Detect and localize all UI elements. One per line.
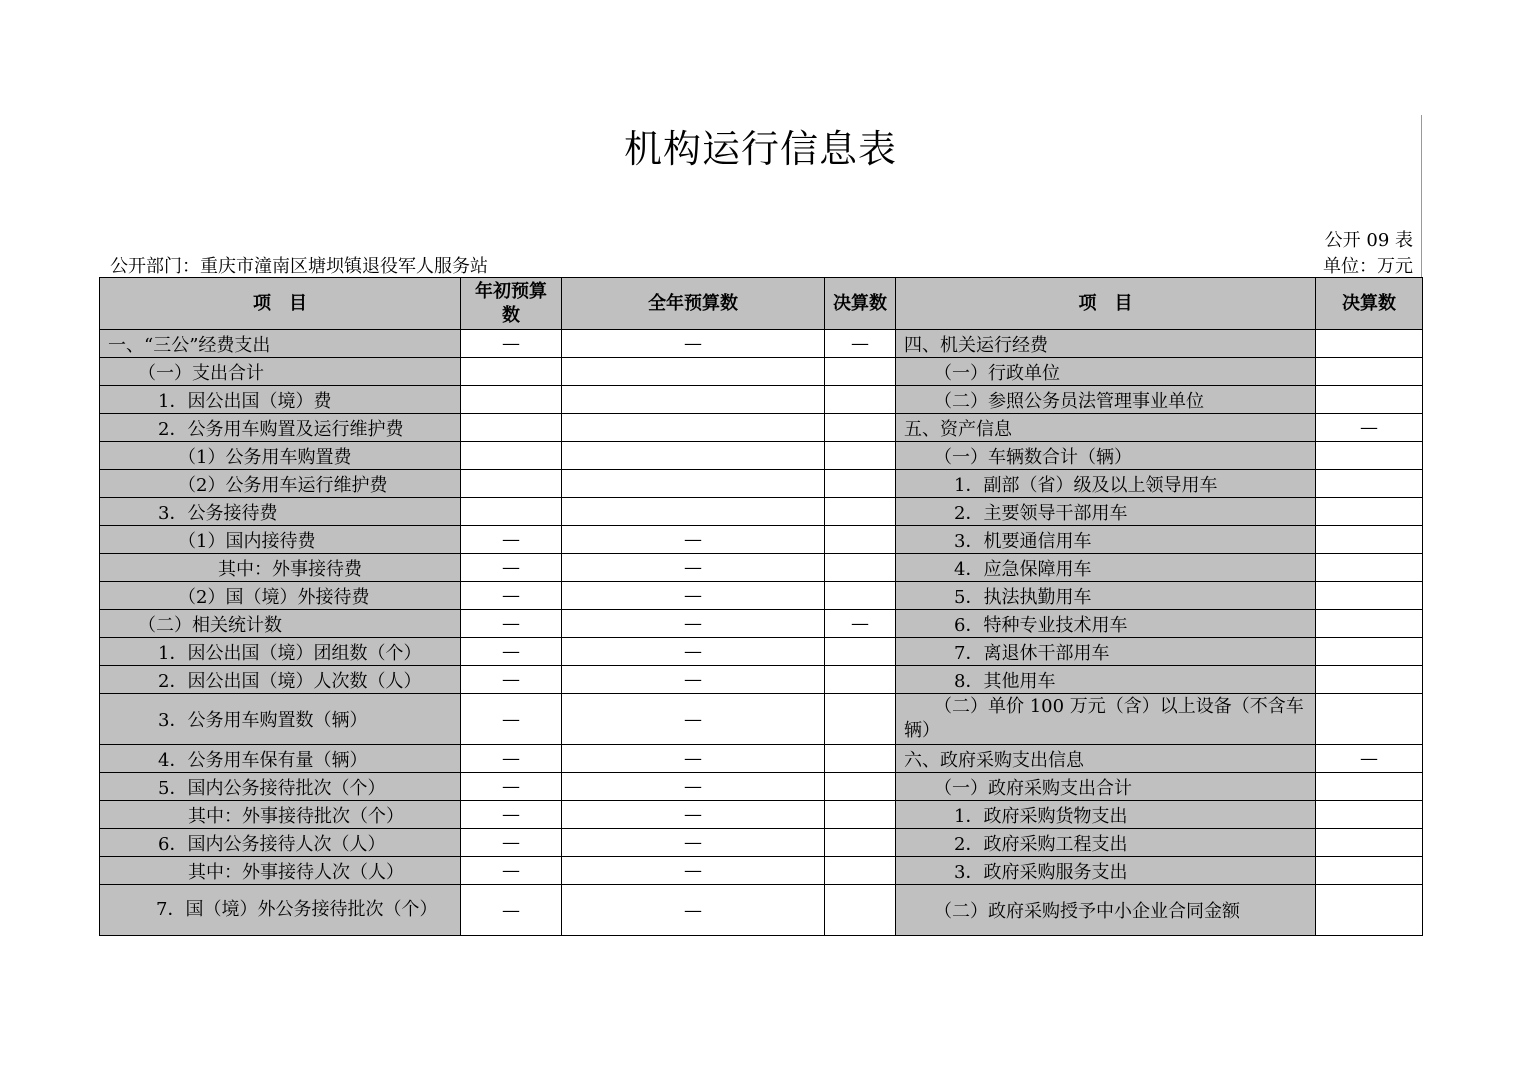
table-row — [100, 358, 1423, 386]
row-item-right: （一）车辆数合计（辆） — [896, 442, 1316, 470]
cell-final-right — [1316, 470, 1423, 498]
header-final-right: 决算数 — [1316, 278, 1423, 330]
cell-full-year-budget: — — [562, 526, 825, 554]
cell-final-left — [825, 638, 896, 666]
cell-final-left — [825, 498, 896, 526]
row-item-right: 4．应急保障用车 — [896, 554, 1316, 582]
unit-label: 单位：万元 — [1323, 256, 1413, 277]
cell-initial-budget: — — [461, 694, 562, 745]
row-item-left: 3．公务接待费 — [100, 498, 461, 526]
cell-final-left — [825, 414, 896, 442]
table-row — [100, 745, 1423, 773]
cell-initial-budget: — — [461, 857, 562, 885]
table-row — [100, 470, 1423, 498]
cell-final-right: — — [1316, 414, 1423, 442]
table-row — [100, 330, 1423, 358]
cell-final-right — [1316, 498, 1423, 526]
cell-final-right — [1316, 526, 1423, 554]
row-item-left: 6．国内公务接待人次（人） — [100, 829, 461, 857]
row-item-left: 其中：外事接待人次（人） — [100, 857, 461, 885]
row-item-right: （二）参照公务员法管理事业单位 — [896, 386, 1316, 414]
cell-initial-budget: — — [461, 885, 562, 936]
cell-full-year-budget — [562, 358, 825, 386]
cell-final-right — [1316, 885, 1423, 936]
cell-final-right — [1316, 442, 1423, 470]
table-row — [100, 414, 1423, 442]
row-item-right: 四、机关运行经费 — [896, 330, 1316, 358]
row-item-right: 1．政府采购货物支出 — [896, 801, 1316, 829]
cell-full-year-budget: — — [562, 638, 825, 666]
cell-final-left — [825, 358, 896, 386]
row-item-right: 六、政府采购支出信息 — [896, 745, 1316, 773]
table-row — [100, 885, 1423, 936]
row-item-left: （2）国（境）外接待费 — [100, 582, 461, 610]
cell-final-right — [1316, 694, 1423, 745]
row-item-left: （2）公务用车运行维护费 — [100, 470, 461, 498]
row-item-left: 1．因公出国（境）费 — [100, 386, 461, 414]
cell-initial-budget: — — [461, 829, 562, 857]
row-item-right: 3．政府采购服务支出 — [896, 857, 1316, 885]
row-item-left: 3．公务用车购置数（辆） — [100, 694, 461, 745]
row-item-left: 其中：外事接待批次（个） — [100, 801, 461, 829]
cell-initial-budget — [461, 470, 562, 498]
cell-initial-budget: — — [461, 638, 562, 666]
cell-initial-budget: — — [461, 801, 562, 829]
table-row — [100, 582, 1423, 610]
table-row — [100, 773, 1423, 801]
cell-initial-budget: — — [461, 610, 562, 638]
cell-full-year-budget: — — [562, 857, 825, 885]
row-item-left: （1）国内接待费 — [100, 526, 461, 554]
header-item-left: 项 目 — [100, 278, 461, 330]
table-row — [100, 526, 1423, 554]
cell-initial-budget — [461, 358, 562, 386]
row-item-right: （二）政府采购授予中小企业合同金额 — [896, 885, 1316, 936]
cell-initial-budget — [461, 442, 562, 470]
row-item-left: （1）公务用车购置费 — [100, 442, 461, 470]
table-row — [100, 610, 1423, 638]
row-item-left: 5．国内公务接待批次（个） — [100, 773, 461, 801]
cell-final-left: — — [825, 610, 896, 638]
cell-full-year-budget: — — [562, 801, 825, 829]
cell-initial-budget: — — [461, 330, 562, 358]
row-item-left: 1．因公出国（境）团组数（个） — [100, 638, 461, 666]
table-row — [100, 666, 1423, 694]
cell-final-right — [1316, 582, 1423, 610]
cell-full-year-budget — [562, 386, 825, 414]
cell-final-left — [825, 857, 896, 885]
cell-initial-budget — [461, 386, 562, 414]
cell-final-right — [1316, 773, 1423, 801]
cell-final-right — [1316, 330, 1423, 358]
cell-full-year-budget: — — [562, 582, 825, 610]
cell-full-year-budget: — — [562, 610, 825, 638]
header-initial-budget: 年初预算数 — [461, 278, 562, 330]
cell-final-right — [1316, 386, 1423, 414]
table-row — [100, 857, 1423, 885]
cell-final-left — [825, 386, 896, 414]
row-item-left: （一）支出合计 — [100, 358, 461, 386]
cell-final-right — [1316, 857, 1423, 885]
row-item-right: 7．离退休干部用车 — [896, 638, 1316, 666]
cell-initial-budget: — — [461, 773, 562, 801]
cell-final-right: — — [1316, 745, 1423, 773]
cell-full-year-budget — [562, 442, 825, 470]
page-title: 机构运行信息表 — [623, 127, 897, 171]
cell-initial-budget — [461, 414, 562, 442]
cell-full-year-budget: — — [562, 773, 825, 801]
row-item-left: 4．公务用车保有量（辆） — [100, 745, 461, 773]
cell-final-right — [1316, 801, 1423, 829]
row-item-right: 6．特种专业技术用车 — [896, 610, 1316, 638]
cell-final-left — [825, 582, 896, 610]
cell-initial-budget: — — [461, 554, 562, 582]
table-row — [100, 386, 1423, 414]
cell-initial-budget: — — [461, 582, 562, 610]
cell-final-left: — — [825, 330, 896, 358]
cell-final-right — [1316, 554, 1423, 582]
info-table — [99, 277, 1423, 936]
table-row — [100, 554, 1423, 582]
form-number: 公开 09 表 — [1324, 230, 1413, 251]
row-item-left: 其中：外事接待费 — [100, 554, 461, 582]
cell-final-left — [825, 442, 896, 470]
cell-final-left — [825, 526, 896, 554]
row-item-right: （二）单价 100 万元（含）以上设备（不含车辆） — [896, 694, 1316, 745]
row-item-right: 1．副部（省）级及以上领导用车 — [896, 470, 1316, 498]
cell-full-year-budget: — — [562, 694, 825, 745]
cell-full-year-budget: — — [562, 330, 825, 358]
cell-final-right — [1316, 666, 1423, 694]
cell-final-left — [825, 470, 896, 498]
cell-final-left — [825, 745, 896, 773]
cell-final-left — [825, 666, 896, 694]
row-item-right: 5．执法执勤用车 — [896, 582, 1316, 610]
cell-final-right — [1316, 638, 1423, 666]
cell-final-left — [825, 694, 896, 745]
row-item-right: 2．政府采购工程支出 — [896, 829, 1316, 857]
row-item-left: 2．因公出国（境）人次数（人） — [100, 666, 461, 694]
cell-final-right — [1316, 610, 1423, 638]
table-row — [100, 442, 1423, 470]
header-item-right: 项 目 — [896, 278, 1316, 330]
row-item-left: （二）相关统计数 — [100, 610, 461, 638]
row-item-left: 一、“三公”经费支出 — [100, 330, 461, 358]
row-item-left: 7．国（境）外公务接待批次（个） — [100, 885, 461, 936]
header-full-year-budget: 全年预算数 — [562, 278, 825, 330]
cell-initial-budget — [461, 498, 562, 526]
department-label: 公开部门：重庆市潼南区塘坝镇退役军人服务站 — [110, 256, 488, 277]
cell-full-year-budget — [562, 470, 825, 498]
cell-final-left — [825, 829, 896, 857]
cell-initial-budget: — — [461, 666, 562, 694]
cell-initial-budget: — — [461, 745, 562, 773]
cell-final-left — [825, 773, 896, 801]
table-row — [100, 829, 1423, 857]
cell-initial-budget: — — [461, 526, 562, 554]
table-row — [100, 638, 1423, 666]
row-item-right: 2．主要领导干部用车 — [896, 498, 1316, 526]
row-item-right: （一）政府采购支出合计 — [896, 773, 1316, 801]
table-row — [100, 498, 1423, 526]
cell-full-year-budget: — — [562, 554, 825, 582]
row-item-right: 3．机要通信用车 — [896, 526, 1316, 554]
cell-full-year-budget — [562, 414, 825, 442]
cell-final-right — [1316, 358, 1423, 386]
table-row — [100, 694, 1423, 745]
cell-final-right — [1316, 829, 1423, 857]
header-final-left: 决算数 — [825, 278, 896, 330]
page-edge-line — [1421, 115, 1422, 280]
cell-final-left — [825, 554, 896, 582]
cell-final-left — [825, 885, 896, 936]
row-item-right: （一）行政单位 — [896, 358, 1316, 386]
table-row — [100, 801, 1423, 829]
cell-full-year-budget: — — [562, 885, 825, 936]
row-item-left: 2．公务用车购置及运行维护费 — [100, 414, 461, 442]
row-item-right: 8．其他用车 — [896, 666, 1316, 694]
cell-final-left — [825, 801, 896, 829]
cell-full-year-budget — [562, 498, 825, 526]
cell-full-year-budget: — — [562, 666, 825, 694]
row-item-right: 五、资产信息 — [896, 414, 1316, 442]
cell-full-year-budget: — — [562, 745, 825, 773]
cell-full-year-budget: — — [562, 829, 825, 857]
